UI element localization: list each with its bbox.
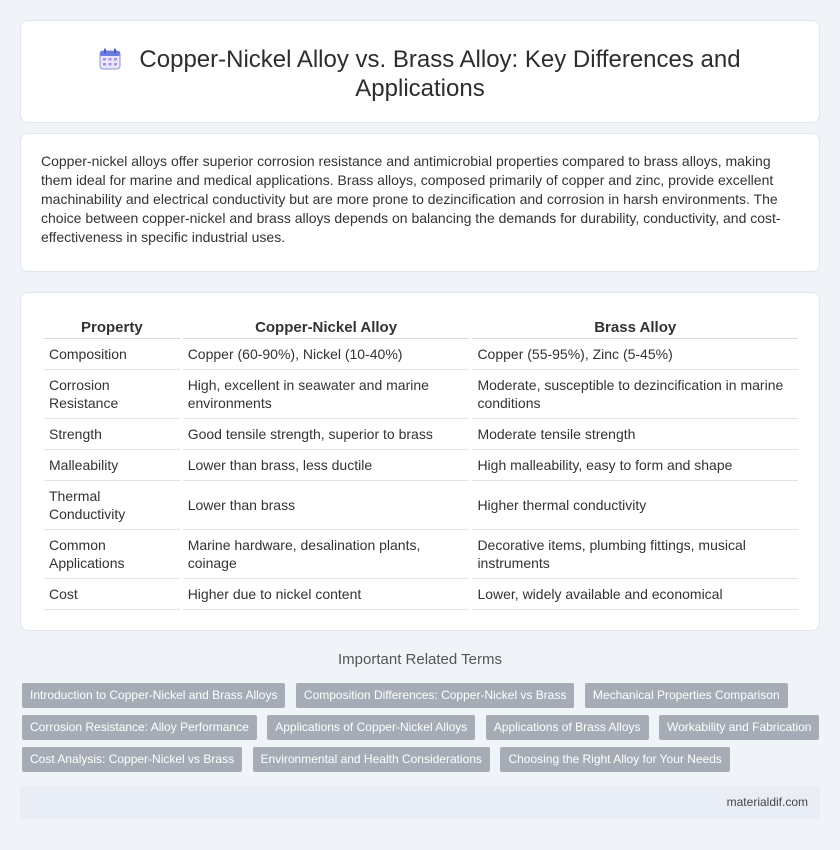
property-cell: Strength [44, 419, 180, 450]
header-copper-nickel: Copper-Nickel Alloy [183, 313, 470, 339]
intro-text: Copper-nickel alloys offer superior corrosion resistance and antimicrobial properties compared to brass alloys, making them ideal for marine and medical applications. Brass alloys, composed primarily of copper and zinc, provide excellent machinability and electrical conductivity but are more prone to dezincification and corrosion in harsh environments. The choice between copper-nickel and brass alloys depends on balancing the demands for durability, conductivity, and cost-effectiveness in specific industrial uses. [41, 153, 781, 245]
copper-nickel-cell: Lower than brass, less ductile [183, 450, 470, 481]
related-terms-heading: Important Related Terms [338, 651, 502, 668]
related-term-tag[interactable]: Mechanical Properties Comparison [585, 683, 788, 708]
related-terms-list [22, 683, 822, 779]
table-row [44, 579, 798, 610]
footer [20, 786, 820, 819]
table-row [44, 530, 798, 579]
related-term-tag[interactable]: Choosing the Right Alloy for Your Needs [500, 747, 729, 772]
brass-cell: High malleability, easy to form and shape [472, 450, 798, 481]
comparison-table [41, 313, 801, 610]
header-property: Property [44, 313, 180, 339]
copper-nickel-cell: Good tensile strength, superior to brass [183, 419, 470, 450]
intro-card [20, 133, 820, 272]
brass-cell: Decorative items, plumbing fittings, musical instruments [472, 530, 798, 579]
related-term-tag[interactable]: Applications of Brass Alloys [486, 715, 649, 740]
brass-cell: Lower, widely available and economical [472, 579, 798, 610]
property-cell: Cost [44, 579, 180, 610]
related-term-tag[interactable]: Workability and Fabrication [659, 715, 820, 740]
footer-site-link[interactable]: materialdif.com [726, 795, 808, 809]
related-term-tag[interactable]: Introduction to Copper-Nickel and Brass Alloys [22, 683, 285, 708]
copper-nickel-cell: Marine hardware, desalination plants, coinage [183, 530, 470, 579]
brass-cell: Copper (55-95%), Zinc (5-45%) [472, 339, 798, 370]
header-brass: Brass Alloy [472, 313, 798, 339]
page-title-text: Copper-Nickel Alloy vs. Brass Alloy: Key Differences and Applications [139, 46, 741, 102]
copper-nickel-cell: Copper (60-90%), Nickel (10-40%) [183, 339, 470, 370]
copper-nickel-cell: High, excellent in seawater and marine environments [183, 370, 470, 419]
table-row [44, 450, 798, 481]
brass-cell: Moderate, susceptible to dezincification in marine conditions [472, 370, 798, 419]
related-term-tag[interactable]: Applications of Copper-Nickel Alloys [267, 715, 475, 740]
copper-nickel-cell: Higher due to nickel content [183, 579, 470, 610]
comparison-card [20, 292, 820, 631]
table-row [44, 481, 798, 530]
related-term-tag[interactable]: Environmental and Health Considerations [253, 747, 490, 772]
brass-cell: Moderate tensile strength [472, 419, 798, 450]
property-cell: Common Applications [44, 530, 180, 579]
table-row [44, 339, 798, 370]
related-term-tag[interactable]: Cost Analysis: Copper-Nickel vs Brass [22, 747, 242, 772]
page-title [81, 45, 759, 103]
header-card [20, 20, 820, 123]
copper-nickel-cell: Lower than brass [183, 481, 470, 530]
table-row [44, 419, 798, 450]
property-cell: Composition [44, 339, 180, 370]
calendar-icon [99, 48, 121, 70]
table-row [44, 370, 798, 419]
brass-cell: Higher thermal conductivity [472, 481, 798, 530]
property-cell: Thermal Conductivity [44, 481, 180, 530]
property-cell: Corrosion Resistance [44, 370, 180, 419]
property-cell: Malleability [44, 450, 180, 481]
related-term-tag[interactable]: Corrosion Resistance: Alloy Performance [22, 715, 257, 740]
table-header-row [44, 313, 798, 339]
related-term-tag[interactable]: Composition Differences: Copper-Nickel vs Brass [296, 683, 575, 708]
